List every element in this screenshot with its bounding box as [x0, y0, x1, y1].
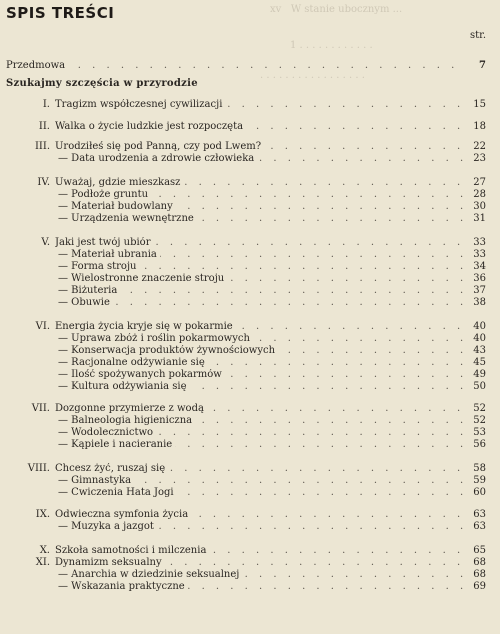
entry-page-number: 63 [473, 509, 486, 520]
toc-subentry[interactable] [0, 297, 500, 309]
entry-leader [58, 345, 464, 357]
page-title: SPIS TREŚCI [6, 4, 115, 22]
toc-subentry[interactable] [0, 521, 500, 533]
toc-subentry[interactable] [0, 333, 500, 345]
entry-leader [55, 545, 464, 557]
toc-subentry[interactable] [0, 369, 500, 381]
toc-subentry[interactable] [0, 249, 500, 261]
entry-leader [58, 369, 464, 381]
toc-subentry[interactable] [0, 201, 500, 213]
chapter-number: XI. [35, 557, 50, 568]
entry-page-number: 30 [473, 201, 486, 212]
entry-page-number: 50 [473, 381, 486, 392]
toc-chapter-entry[interactable] [0, 545, 500, 557]
entry-page-number: 36 [473, 273, 486, 284]
toc-chapter-entry[interactable] [0, 121, 500, 133]
entry-label: — Materiał budowlany [58, 201, 176, 212]
toc-subentry[interactable] [0, 427, 500, 439]
entry-leader [6, 60, 464, 72]
bleed-through-decoration: xv W stanie ubocznym ... [270, 4, 403, 15]
entry-label: — Kultura odżywiania się [58, 381, 190, 392]
entry-label: — Kąpiele i nacieranie [58, 439, 175, 450]
toc-subentry[interactable] [0, 569, 500, 581]
entry-label: — Wielostronne znaczenie stroju [58, 273, 227, 284]
entry-leader [55, 121, 464, 133]
entry-leader [55, 403, 464, 415]
entry-label: — Wskazania praktyczne [58, 581, 188, 592]
toc-subentry[interactable] [0, 345, 500, 357]
entry-page-number: 56 [473, 439, 486, 450]
entry-label: — Ilość spożywanych pokarmów [58, 369, 225, 380]
chapter-number: IX. [35, 509, 50, 520]
toc-subentry[interactable] [0, 189, 500, 201]
entry-leader [55, 99, 464, 111]
entry-leader [55, 237, 464, 249]
toc-chapter-entry[interactable] [0, 321, 500, 333]
entry-leader [58, 153, 464, 165]
entry-leader [58, 261, 464, 273]
toc-chapter-entry[interactable] [0, 141, 500, 153]
entry-page-number: 60 [473, 487, 486, 498]
entry-page-number: 28 [473, 189, 486, 200]
entry-page-number: 40 [473, 333, 486, 344]
entry-page-number: 65 [473, 545, 486, 556]
entry-page-number: 68 [473, 569, 486, 580]
toc-chapter-entry[interactable] [0, 463, 500, 475]
entry-label: — Urządzenia wewnętrzne [58, 213, 197, 224]
entry-label: — Gimnastyka [58, 475, 134, 486]
entry-leader [58, 475, 464, 487]
entry-leader [58, 285, 464, 297]
entry-page-number: 31 [473, 213, 486, 224]
entry-leader [55, 557, 464, 569]
section-header: Szukajmy szczęścia w przyrodzie [6, 78, 198, 89]
entry-label: Szkoła samotności i milczenia [55, 545, 209, 556]
entry-page-number: 7 [479, 60, 486, 71]
entry-page-number: 38 [473, 297, 486, 308]
toc-chapter-entry[interactable] [0, 557, 500, 569]
entry-leader [58, 273, 464, 285]
chapter-number: III. [34, 141, 50, 152]
entry-leader [58, 487, 464, 499]
toc-chapter-entry[interactable] [0, 509, 500, 521]
toc-chapter-entry[interactable] [0, 403, 500, 415]
entry-label: — Data urodzenia a zdrowie człowieka [58, 153, 257, 164]
entry-label: Energia życia kryje się w pokarmie [55, 321, 236, 332]
entry-page-number: 45 [473, 357, 486, 368]
toc-subentry[interactable] [0, 487, 500, 499]
toc-chapter-entry[interactable] [0, 237, 500, 249]
chapter-number: V. [41, 237, 50, 248]
entry-leader [55, 177, 464, 189]
entry-label: — Muzyka a jazgot [58, 521, 157, 532]
entry-label: — Podłoże gruntu [58, 189, 151, 200]
entry-page-number: 40 [473, 321, 486, 332]
entry-label: Jaki jest twój ubiór [55, 237, 153, 248]
entry-label: — Materiał ubrania [58, 249, 160, 260]
chapter-number: VIII. [27, 463, 50, 474]
entry-leader [58, 249, 464, 261]
entry-page-number: 37 [473, 285, 486, 296]
entry-leader [58, 521, 464, 533]
entry-label: Dynamizm seksualny [55, 557, 165, 568]
toc-subentry[interactable] [0, 153, 500, 165]
entry-page-number: 33 [473, 237, 486, 248]
toc-subentry[interactable] [0, 581, 500, 593]
entry-page-number: 52 [473, 415, 486, 426]
entry-label: Odwieczna symfonia życia [55, 509, 191, 520]
entry-leader [55, 141, 464, 153]
entry-page-number: 34 [473, 261, 486, 272]
entry-page-number: 69 [473, 581, 486, 592]
entry-leader [55, 509, 464, 521]
entry-leader [58, 439, 464, 451]
entry-leader [55, 321, 464, 333]
entry-label: Uważaj, gdzie mieszkasz [55, 177, 183, 188]
entry-label: — Biżuteria [58, 285, 120, 296]
entry-page-number: 53 [473, 427, 486, 438]
entry-label: — Forma stroju [58, 261, 140, 272]
entry-label: — Uprawa zbóż i roślin pokarmowych [58, 333, 253, 344]
chapter-number: IV. [37, 177, 50, 188]
entry-label: — Ćwiczenia Hata Jogi [58, 487, 177, 498]
entry-page-number: 49 [473, 369, 486, 380]
entry-leader [58, 381, 464, 393]
toc-subentry[interactable] [0, 213, 500, 225]
entry-label: Przedmowa [6, 60, 68, 71]
entry-label: Walka o życie ludzkie jest rozpoczęta [55, 121, 246, 132]
entry-leader [55, 463, 464, 475]
toc-subentry[interactable] [0, 381, 500, 393]
chapter-number: VI. [35, 321, 50, 332]
toc-subentry[interactable] [0, 357, 500, 369]
entry-page-number: 43 [473, 345, 486, 356]
entry-leader [58, 297, 464, 309]
entry-leader [58, 213, 464, 225]
entry-label: — Balneologia higieniczna [58, 415, 195, 426]
page-column-label: str. [469, 30, 486, 41]
entry-label: Urodziłeś się pod Panną, czy pod Lwem? [55, 141, 264, 152]
entry-leader [58, 569, 464, 581]
toc-subentry[interactable] [0, 273, 500, 285]
entry-label: — Racjonalne odżywianie się [58, 357, 208, 368]
entry-page-number: 22 [473, 141, 486, 152]
entry-leader [58, 427, 464, 439]
toc-subentry[interactable] [0, 475, 500, 487]
chapter-number: X. [39, 545, 50, 556]
entry-page-number: 15 [473, 99, 486, 110]
entry-page-number: 18 [473, 121, 486, 132]
entry-leader [58, 357, 464, 369]
entry-page-number: 63 [473, 521, 486, 532]
entry-leader [58, 415, 464, 427]
entry-label: — Anarchia w dziedzinie seksualnej [58, 569, 242, 580]
toc-subentry[interactable] [0, 439, 500, 451]
toc-subentry[interactable] [0, 261, 500, 273]
entry-page-number: 33 [473, 249, 486, 260]
entry-label: Dozgonne przymierze z wodą [55, 403, 207, 414]
toc-chapter-entry[interactable] [0, 99, 500, 111]
entry-page-number: 59 [473, 475, 486, 486]
entry-page-number: 68 [473, 557, 486, 568]
entry-page-number: 23 [473, 153, 486, 164]
bleed-through-decoration: . . . . . . . . . . . . . . . . . [260, 70, 365, 81]
chapter-number: I. [42, 99, 50, 110]
toc-subentry[interactable] [0, 285, 500, 297]
toc-entry-preface[interactable] [0, 60, 500, 72]
entry-leader [58, 333, 464, 345]
entry-page-number: 58 [473, 463, 486, 474]
chapter-number: VII. [31, 403, 50, 414]
entry-page-number: 27 [473, 177, 486, 188]
entry-label: — Konserwacja produktów żywnościowych [58, 345, 278, 356]
entry-leader [58, 201, 464, 213]
chapter-number: II. [38, 121, 50, 132]
bleed-through-decoration: 1 . . . . . . . . . . . . [290, 40, 373, 51]
entry-label: Chcesz żyć, ruszaj się [55, 463, 168, 474]
entry-label: Tragizm współczesnej cywilizacji [55, 99, 225, 110]
entry-leader [58, 581, 464, 593]
entry-label: — Obuwie [58, 297, 113, 308]
entry-label: — Wodolecznictwo [58, 427, 156, 438]
entry-page-number: 52 [473, 403, 486, 414]
toc-subentry[interactable] [0, 415, 500, 427]
entry-leader [58, 189, 464, 201]
toc-chapter-entry[interactable] [0, 177, 500, 189]
